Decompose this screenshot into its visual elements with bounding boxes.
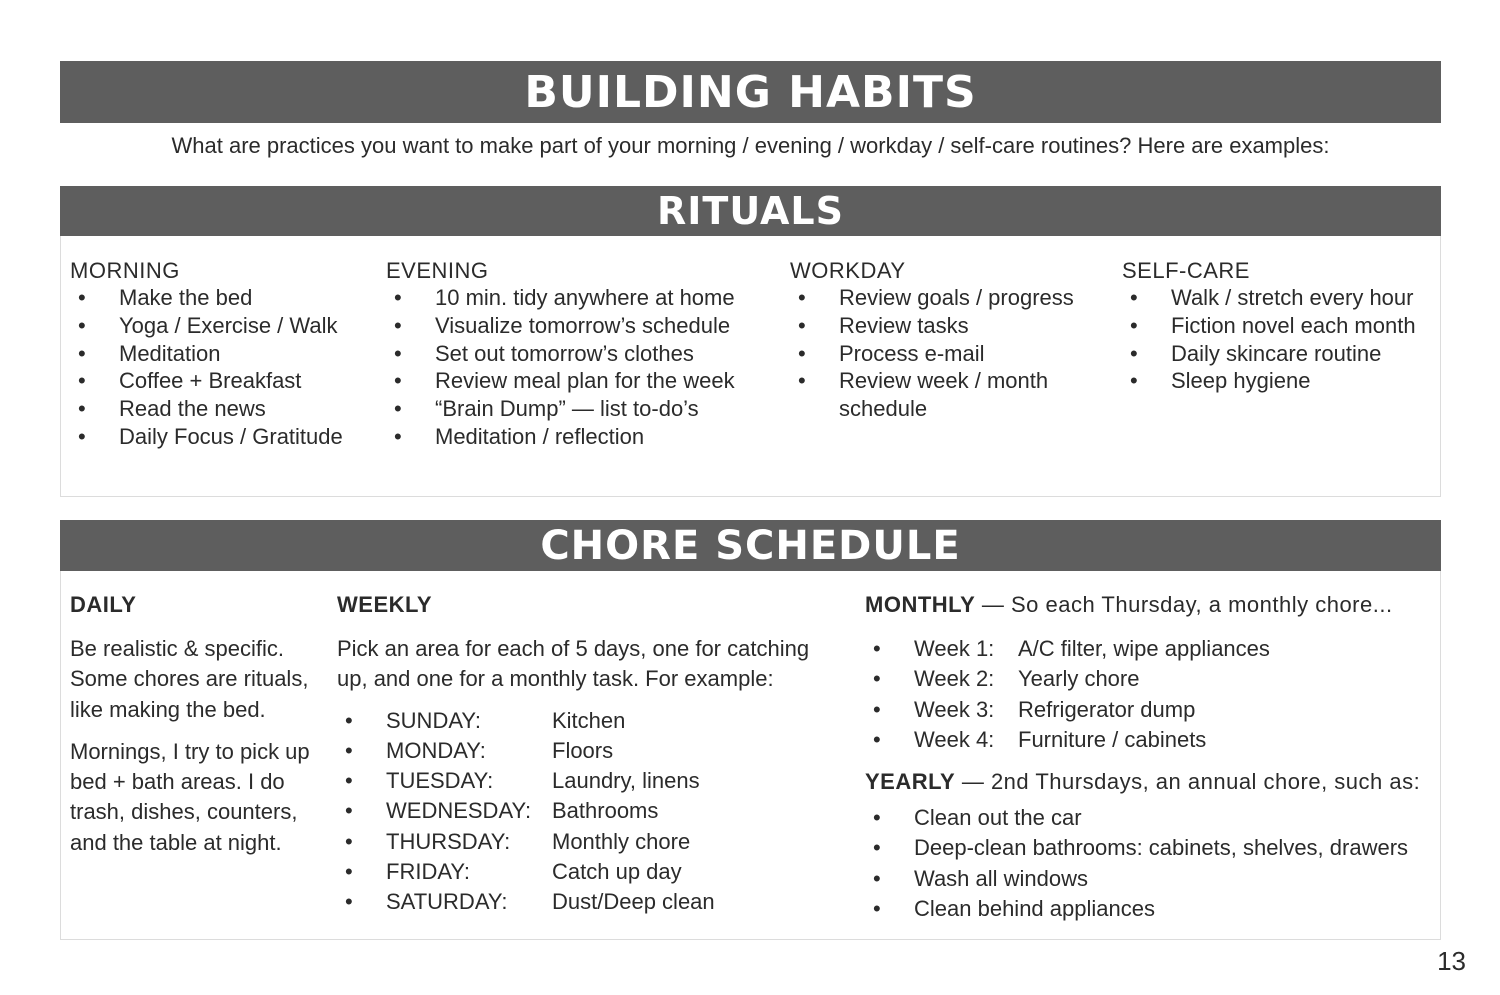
monthly-note: — So each Thursday, a monthly chore... (975, 592, 1393, 617)
day-label: MONDAY: (386, 737, 486, 763)
list-item (337, 736, 847, 766)
monthly-list (865, 634, 1445, 755)
list-item: • Meditation / reflection (386, 423, 776, 451)
list-item (865, 725, 1445, 755)
list-item: • Sleep hygiene (1122, 367, 1442, 395)
list-item (337, 766, 847, 796)
list-item: • Daily skincare routine (1122, 340, 1442, 368)
weekly-list (337, 706, 847, 918)
column-heading: SELF-CARE (1122, 258, 1250, 283)
week-task: Furniture / cabinets (1018, 726, 1207, 752)
list-item: • Set out tomorrow’s clothes (386, 340, 776, 368)
rituals-title: RITUALS (60, 186, 1441, 236)
yearly-heading (865, 769, 1445, 795)
evening-column (386, 258, 776, 451)
list-item: • 10 min. tidy anywhere at home (386, 284, 776, 312)
week-task: Yearly chore (1018, 666, 1140, 692)
list-item (865, 695, 1445, 725)
page-title: BUILDING HABITS (60, 61, 1441, 123)
day-task: Floors (552, 737, 614, 763)
day-label: WEDNESDAY: (386, 798, 532, 824)
page-number: 13 (1437, 946, 1466, 976)
list-item: • Visualize tomorrow’s schedule (386, 312, 776, 340)
column-heading: WORKDAY (790, 258, 906, 283)
list-item: • Walk / stretch every hour (1122, 284, 1442, 312)
day-label: TUESDAY: (386, 768, 494, 794)
weekly-intro: Pick an area for each of 5 days, one for catching up, and one for a monthly task. For example: (337, 636, 810, 692)
ritual-list (70, 284, 370, 451)
list-item: • Deep-clean bathrooms: cabinets, shelves, drawers (865, 833, 1445, 863)
week-label: Week 2: (914, 666, 995, 692)
list-item: • Make the bed (70, 284, 370, 312)
week-task: Refrigerator dump (1018, 696, 1196, 722)
day-task: Kitchen (552, 707, 626, 733)
list-item: • Review week / month schedule (790, 367, 1059, 423)
column-heading: DAILY (70, 592, 137, 617)
list-item: • Clean behind appliances (865, 894, 1445, 924)
weekly-column (337, 592, 847, 918)
day-task: Catch up day (552, 859, 682, 885)
list-item: • Process e-mail (790, 340, 1110, 368)
workday-column (790, 258, 1110, 423)
list-item: • Review goals / progress (790, 284, 1110, 312)
chore-schedule-title: CHORE SCHEDULE (60, 520, 1441, 571)
day-task: Bathrooms (552, 798, 659, 824)
week-label: Week 4: (914, 726, 995, 752)
ritual-list (790, 284, 1110, 423)
list-item: • Daily Focus / Gratitude (70, 423, 370, 451)
daily-paragraph: Be realistic & specific. Some chores are rituals, like making the bed. (70, 636, 309, 722)
day-label: SUNDAY: (386, 707, 481, 733)
day-task: Monthly chore (552, 828, 691, 854)
list-item (337, 857, 847, 887)
list-item: • “Brain Dump” — list to-do’s (386, 395, 776, 423)
yearly-label: YEARLY (865, 769, 956, 795)
list-item: • Fiction novel each month (1122, 312, 1442, 340)
list-item: • Review tasks (790, 312, 1110, 340)
list-item: • Review meal plan for the week (386, 367, 776, 395)
day-task: Laundry, linens (552, 768, 700, 794)
week-label: Week 3: (914, 696, 995, 722)
list-item (337, 887, 847, 917)
list-item: • Coffee + Breakfast (70, 367, 370, 395)
day-label: SATURDAY: (386, 889, 508, 915)
day-label: FRIDAY: (386, 859, 470, 885)
monthly-yearly-column (865, 592, 1445, 924)
yearly-note: — 2nd Thursdays, an annual chore, such as: (955, 769, 1421, 795)
morning-column (70, 258, 370, 451)
ritual-list (386, 284, 776, 451)
list-item (337, 827, 847, 857)
monthly-label: MONTHLY (865, 592, 976, 617)
column-heading: WEEKLY (337, 592, 433, 617)
self-care-column (1122, 258, 1442, 395)
ritual-list (1122, 284, 1442, 395)
week-task: A/C filter, wipe appliances (1018, 636, 1270, 661)
column-heading: MORNING (70, 258, 180, 283)
daily-column (70, 592, 315, 858)
intro-text: What are practices you want to make part of your morning / evening / workday / self-care routines? Here are examples: (171, 133, 1330, 158)
yearly-list (865, 803, 1445, 924)
list-item: • Meditation (70, 340, 370, 368)
week-label: Week 1: (914, 636, 995, 661)
list-item (337, 706, 847, 736)
list-item (865, 664, 1445, 694)
list-item: • Wash all windows (865, 864, 1445, 894)
monthly-heading (865, 592, 1445, 618)
day-label: THURSDAY: (386, 828, 511, 854)
list-item (337, 796, 847, 826)
day-task: Dust/Deep clean (552, 889, 715, 915)
list-item (865, 634, 1445, 664)
daily-paragraph: Mornings, I try to pick up bed + bath areas. I do trash, dishes, counters, and the table at night. (70, 738, 310, 855)
column-heading: EVENING (386, 258, 489, 283)
list-item: • Clean out the car (865, 803, 1445, 833)
list-item: • Read the news (70, 395, 370, 423)
list-item: • Yoga / Exercise / Walk (70, 312, 370, 340)
